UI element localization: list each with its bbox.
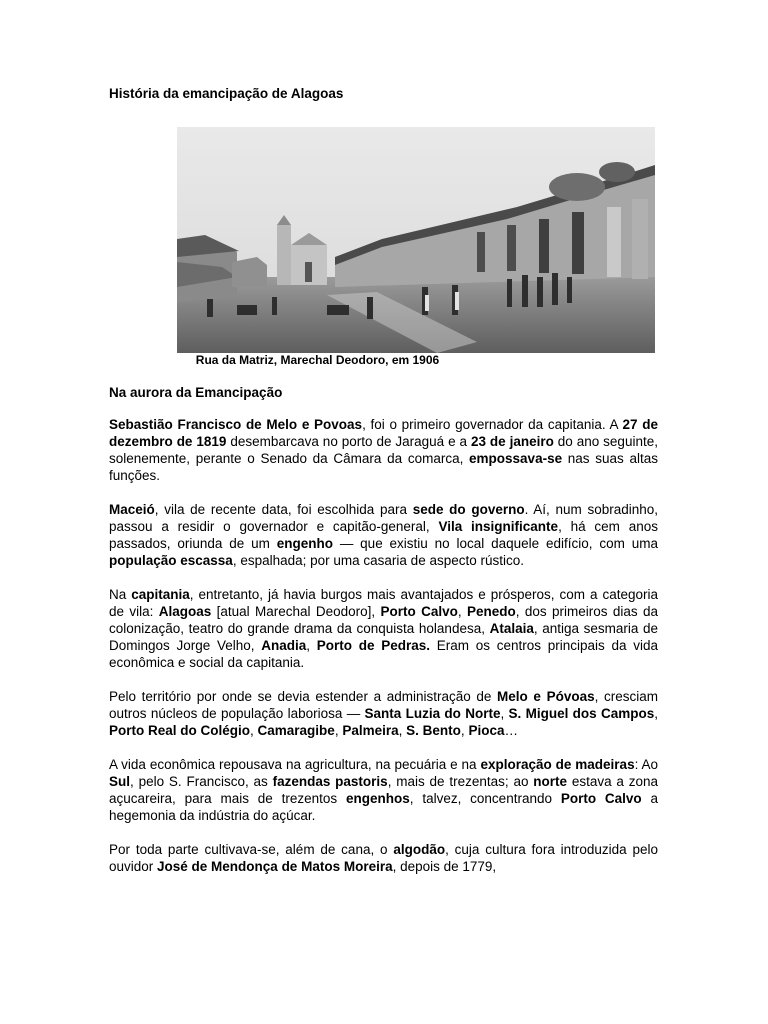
bold-text: Porto Calvo: [380, 604, 458, 619]
paragraph: [109, 756, 658, 824]
bold-text: engenho: [276, 536, 333, 551]
text-run: , há cem anos passados, oriunda de um: [109, 519, 658, 551]
paragraph: [109, 841, 658, 875]
text-run: , talvez, concentrando: [409, 791, 561, 806]
bold-text: empossava-se: [469, 451, 563, 466]
section-heading: Na aurora da Emancipação: [109, 385, 283, 400]
bold-text: Anadia: [261, 638, 307, 653]
bold-text: exploração de madeiras: [480, 757, 635, 772]
bold-text: Sul: [109, 774, 131, 789]
bold-text: Porto Real do Colégio: [109, 723, 251, 738]
bold-text: engenhos: [345, 791, 410, 806]
text-run: ,: [457, 604, 467, 619]
bold-text: algodão: [393, 842, 446, 857]
text-run: Por toda parte cultivava-se, além de cana, o: [109, 842, 394, 857]
text-run: Na: [109, 587, 132, 602]
bold-text: Palmeira: [342, 723, 399, 738]
text-run: , espalhada; por uma casaria de aspecto rústico.: [232, 553, 524, 568]
paragraph: [109, 688, 658, 739]
paragraph: [109, 501, 658, 569]
bold-text: sede do governo: [412, 502, 525, 517]
text-run: ,: [306, 638, 317, 653]
text-run: , cresciam outros núcleos de população laboriosa —: [109, 689, 658, 721]
bold-text: S. Bento: [406, 723, 461, 738]
text-run: ,: [500, 706, 509, 721]
bold-text: 23 de janeiro: [470, 434, 554, 449]
bold-text: Porto Calvo: [560, 791, 642, 806]
text-run: Eram os centros principais da vida econômica e social da capitania.: [109, 638, 658, 670]
text-run: , mais de trezentas; ao: [387, 774, 534, 789]
text-run: a hegemonia da indústria do açúcar.: [109, 791, 658, 823]
bold-text: Sebastião Francisco de Melo e Povoas: [109, 417, 363, 432]
text-run: , cuja cultura fora introduzida pelo ouvidor: [109, 842, 658, 874]
bold-text: Maceió: [109, 502, 155, 517]
text-run: , entretanto, já havia burgos mais avantajados e prósperos, com a categoria de vila:: [109, 587, 658, 619]
text-run: ,: [654, 706, 658, 721]
bold-text: José de Mendonça de Matos Moreira: [157, 859, 393, 874]
bold-text: 27 de dezembro de 1819: [109, 417, 658, 449]
bold-text: Pioca: [468, 723, 505, 738]
bold-text: Porto de Pedras.: [316, 638, 431, 653]
text-run: , antiga sesmaria de Domingos Jorge Velho,: [109, 621, 658, 653]
text-run: , foi o primeiro governador da capitania. A: [362, 417, 623, 432]
bold-text: fazendas pastoris: [272, 774, 388, 789]
bold-text: Vila insignificante: [438, 519, 559, 534]
text-run: — que existiu no local daquele edifício, com uma: [332, 536, 658, 551]
text-run: …: [504, 723, 518, 738]
bold-text: Penedo: [467, 604, 516, 619]
photo-caption: [109, 353, 658, 367]
text-run: [atual Marechal Deodoro],: [211, 604, 381, 619]
text-run: . Aí, num sobradinho, passou a residir o governador e capitão-general,: [109, 502, 659, 534]
document-title: História da emancipação de Alagoas: [109, 86, 344, 101]
photo-caption-text: Rua da Matriz, Marechal Deodoro, em 1906: [195, 353, 440, 367]
bold-text: norte: [533, 774, 568, 789]
text-run: , pelo S. Francisco, as: [130, 774, 273, 789]
bold-text: Alagoas: [158, 604, 212, 619]
bold-text: Atalaia: [489, 621, 534, 636]
text-run: : Ao: [634, 757, 658, 772]
bold-text: capitania: [131, 587, 190, 602]
text-run: nas suas altas funções.: [109, 451, 658, 483]
text-run: , dos primeiros dias da colonização, teatro do grande drama da conquista holandesa,: [109, 604, 658, 636]
text-run: ,: [460, 723, 469, 738]
street-photo: [177, 127, 655, 353]
paragraph: [109, 586, 658, 671]
bold-text: S. Miguel dos Campos: [508, 706, 655, 721]
text-run: Pelo território por onde se devia estender a administração de: [109, 689, 498, 704]
text-run: do ano seguinte, solenemente, perante o Senado da Câmara da comarca,: [109, 434, 658, 466]
bold-text: Camaragibe: [257, 723, 335, 738]
bold-text: Melo e Póvoas: [497, 689, 595, 704]
text-run: , vila de recente data, foi escolhida para: [154, 502, 413, 517]
text-run: desembarcava no porto de Jaraguá e a: [226, 434, 471, 449]
paragraph: [109, 416, 658, 484]
body-text: [109, 416, 658, 892]
text-run: A vida econômica repousava na agricultura, na pecuária e na: [109, 757, 481, 772]
bold-text: população escassa: [109, 553, 233, 568]
bold-text: Santa Luzia do Norte: [364, 706, 501, 721]
text-run: ,: [334, 723, 343, 738]
text-run: , depois de 1779,: [392, 859, 497, 874]
text-run: estava a zona açucareira, para mais de trezentos: [109, 774, 658, 806]
text-run: ,: [398, 723, 407, 738]
text-run: ,: [250, 723, 258, 738]
